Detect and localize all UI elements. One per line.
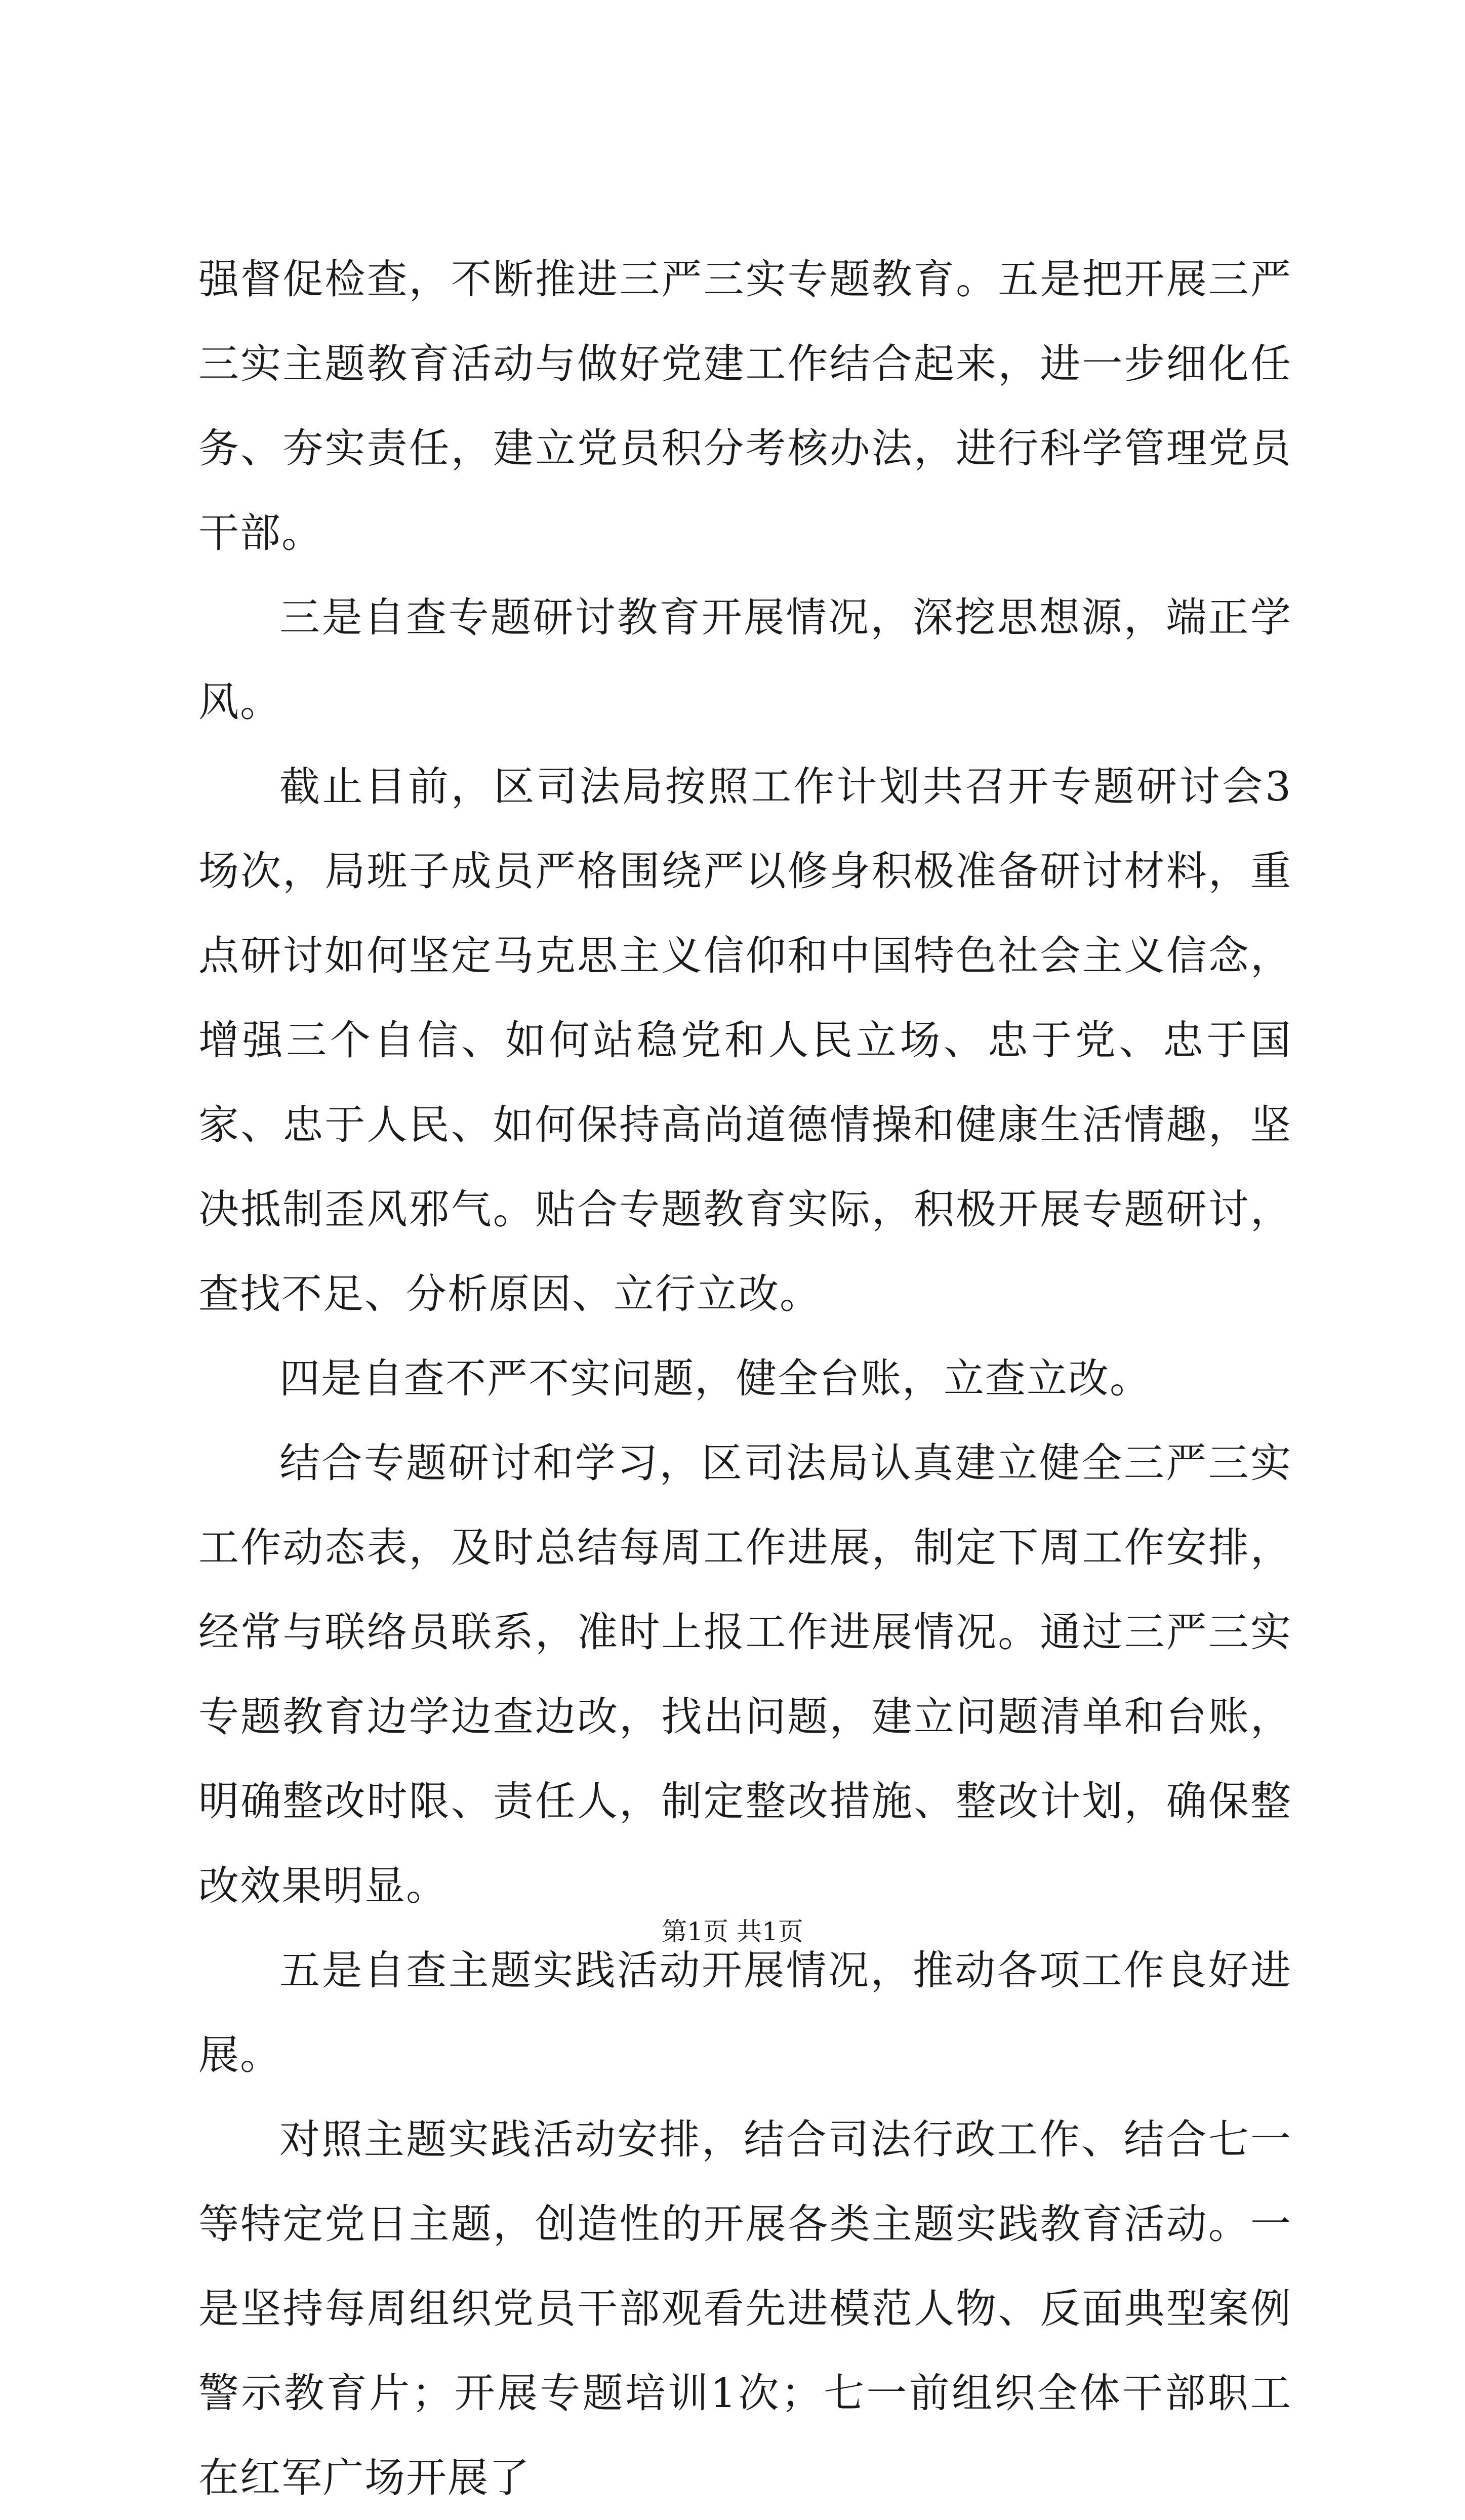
paragraph-4-heading: 四是自查不严不实问题，健全台账，立查立改。 <box>279 1355 1151 1402</box>
paragraph-6-heading: 五是自查主题实践活动开展情况，推动各项工作良好进展。 <box>198 1947 1292 2078</box>
document-body <box>198 237 1292 2520</box>
paragraph-2-heading: 三是自查专题研讨教育开展情况，深挖思想源，端正学风。 <box>198 594 1292 726</box>
paragraph-1: 强督促检查，不断推进三严三实专题教育。五是把开展三严三实主题教育活动与做好党建工作结合起来，进一步细化任务、夯实责任，建立党员积分考核办法，进行科学管理党员干部。 <box>198 256 1292 556</box>
paragraph-3: 截止目前，区司法局按照工作计划共召开专题研讨会3场次，局班子成员严格围绕严以修身积极准备研讨材料，重点研讨如何坚定马克思主义信仰和中国特色社会主义信念，增强三个自信、如何站稳党和人民立场、忠于党、忠于国家、忠于人民、如何保持高尚道德情操和健康生活情趣，坚决抵制歪风邪气。贴合专题教育实际，积极开展专题研讨，查找不足、分析原因、立行立改。 <box>198 763 1292 1317</box>
paragraph-7: 对照主题实践活动安排，结合司法行政工作、结合七一等特定党日主题，创造性的开展各类主题实践教育活动。一是坚持每周组织党员干部观看先进模范人物、反面典型案例警示教育片；开展专题培训1次；七一前组织全体干部职工在红军广场开展了 <box>198 2116 1292 2501</box>
paragraph-5: 结合专题研讨和学习，区司法局认真建立健全三严三实工作动态表，及时总结每周工作进展，制定下周工作安排，经常与联络员联系，准时上报工作进展情况。通过三严三实专题教育边学边查边改，找出问题，建立问题清单和台账，明确整改时限、责任人，制定整改措施、整改计划，确保整改效果明显。 <box>198 1439 1292 1909</box>
page-footer: 第1页 共1页 <box>662 1917 803 1946</box>
